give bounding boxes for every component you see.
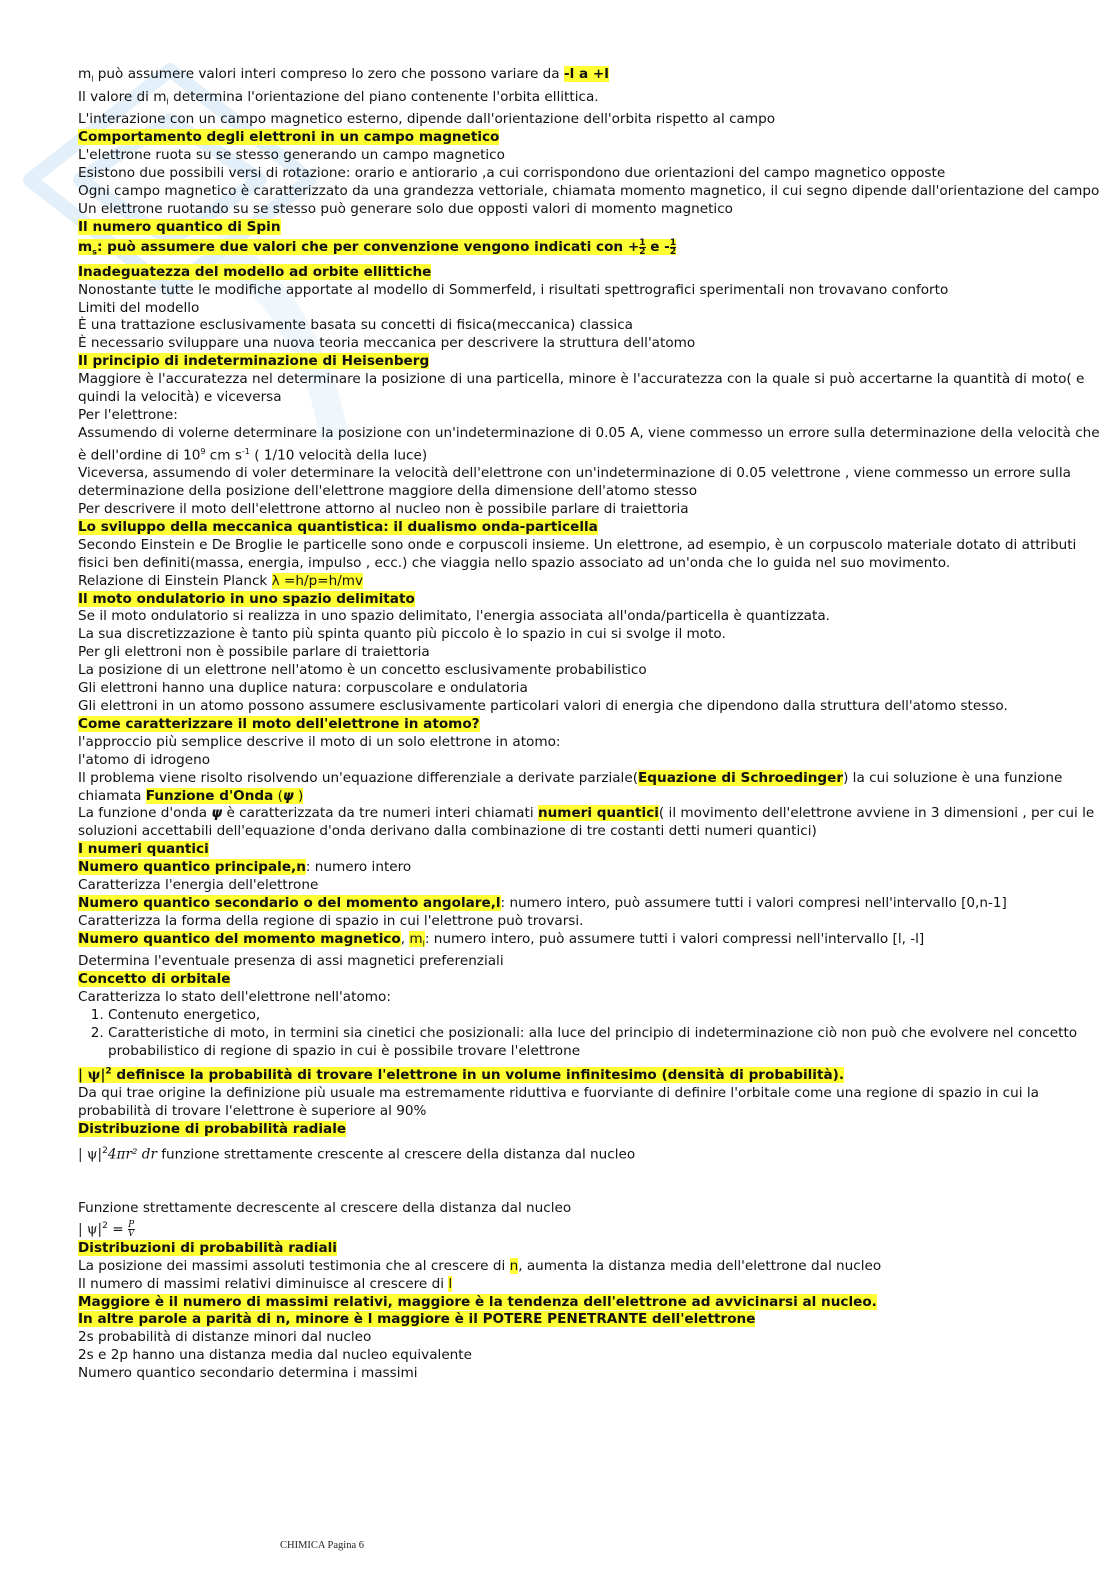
text-line: Per gli elettroni non è possibile parlare di traiettoria xyxy=(78,644,430,661)
text-line: l'atomo di idrogeno xyxy=(78,751,211,768)
formula-line: | $\psi|^24\pi r^2$ dr funzione strettamente crescente al crescere della distanza dal nucleo xyxy=(78,1146,636,1163)
text-line: l'approccio più semplice descrive il moto di un solo elettrone in atomo: xyxy=(78,733,561,750)
fraction-one-half: $\frac{1}{2}$ xyxy=(639,237,646,257)
text-line: Viceversa, assumendo di voler determinare la velocità dell'elettrone con un'indeterminazione di 0.05 velettrone , viene commesso un errore sulla determinazione della posizione dell'elettrone maggiore della dimensione dell'atomo stesso xyxy=(78,465,1071,500)
section-heading: Distribuzioni di probabilità radiali xyxy=(78,1239,337,1256)
text-line: L'interazione con un campo magnetico esterno, dipende dall'orientazione dell'orbita rispetto al campo xyxy=(78,111,776,128)
fraction-p-over-v: $\frac{P}{V}$ xyxy=(127,1220,135,1240)
fraction-one-half: $\frac{1}{2}$ xyxy=(669,237,677,257)
text-line: $m_l$ può assumere valori interi compreso lo zero che possono variare da -l a +l xyxy=(78,66,609,84)
list-item: 1. Contenuto energetico, xyxy=(108,1007,1103,1025)
section-heading: Maggiore è il numero di massimi relativi, maggiore è la tendenza dell'elettrone ad avvicinarsi al nucleo. xyxy=(78,1293,877,1310)
section-heading: Comportamento degli elettroni in un campo magnetico xyxy=(78,129,500,146)
text-line: 2s e 2p hanno una distanza media dal nucleo equivalente xyxy=(78,1347,472,1364)
text-line: La posizione dei massimi assoluti testimonia che al crescere di n, aumenta la distanza media dell'elettrone dal nucleo xyxy=(78,1257,882,1274)
section-heading: In altre parole a parità di n, minore è l maggiore è il POTERE PENETRANTE dell'elettrone xyxy=(78,1311,756,1328)
text-line: Ogni campo magnetico è caratterizzato da una grandezza vettoriale, chiamata momento magnetico, il cui segno dipende dall'orientazione del campo xyxy=(78,182,1100,199)
text-line: Numero quantico secondario o del momento angolare,l: numero intero, può assumere tutti i valori compresi nell'intervallo [0,n-1] xyxy=(78,894,1007,911)
text-line: Maggiore è l'accuratezza nel determinare la posizione di una particella, minore è l'accuratezza con la quale si può accertarne la quantità di moto( e quindi la velocità) e viceversa xyxy=(78,371,1085,406)
text-line: Da qui trae origine la definizione più usuale ma estremamente riduttiva e fuorviante di definire l'orbitale come una regione di spazio in cui la probabilità di trovare l'elettrone è superiore al 90% xyxy=(78,1085,1039,1120)
text-line: La posizione di un elettrone nell'atomo è un concetto esclusivamente probabilistico xyxy=(78,662,647,679)
text-line: La funzione d'onda ψ è caratterizzata da tre numeri interi chiamati numeri quantici( il movimento dell'elettrone avviene in 3 dimensioni , per cui le soluzioni accettabili dell'equazione d'onda derivano dalla combinazione di tre costanti detti numeri quantici) xyxy=(78,805,1095,840)
text-line: Secondo Einstein e De Broglie le particelle sono onde e corpuscoli insieme. Un elettrone, ad esempio, è un corpuscolo materiale dotato di attributi fisici ben definiti(massa, energia, impulso , ecc.) che viaggia nello spazio associato ad un'onda che lo guida nel suo movimento. xyxy=(78,536,1077,571)
text-line: Il numero di massimi relativi diminuisce al crescere di l xyxy=(78,1275,453,1292)
text-line: Numero quantico secondario determina i massimi xyxy=(78,1365,418,1382)
text-line: Numero quantico del momento magnetico, $m_l$: numero intero, può assumere tutti i valori compressi nell'intervallo [l, -l] xyxy=(78,930,925,949)
blank-space xyxy=(78,1164,1103,1200)
section-heading: Il numero quantico di Spin xyxy=(78,218,281,235)
text-line: Esistono due possibili versi di rotazione: orario e antiorario ,a cui corrispondono due orientazioni del campo magnetico opposte xyxy=(78,164,946,181)
text-line: La sua discretizzazione è tanto più spinta quanto più piccolo è lo spazio in cui si svolge il moto. xyxy=(78,626,726,643)
section-heading: Come caratterizzare il moto dell'elettrone in atomo? xyxy=(78,715,480,732)
spin-values-line: $m_s$: può assumere due valori che per convenzione vengono indicati con + $\frac{1}{2}$ e - $\frac{1}{2}$ xyxy=(78,237,677,257)
text-line: Se il moto ondulatorio si realizza in uno spazio delimitato, l'energia associata all'onda/particella è quantizzata. xyxy=(78,608,830,625)
text-line: Funzione strettamente decrescente al crescere della distanza dal nucleo xyxy=(78,1200,572,1217)
text-line: Caratterizza l'energia dell'elettrone xyxy=(78,877,319,894)
text-line: Caratterizza lo stato dell'elettrone nell'atomo: xyxy=(78,989,391,1006)
formula-line: | $\psi|^2$ = $\frac{P}{V}$ xyxy=(78,1220,135,1240)
text-line: Determina l'eventuale presenza di assi magnetici preferenziali xyxy=(78,953,504,970)
section-heading: Il principio di indeterminazione di Heisenberg xyxy=(78,353,430,370)
text-line: È necessario sviluppare una nuova teoria meccanica per descrivere la struttura dell'atomo xyxy=(78,335,696,352)
document-body xyxy=(78,66,1103,1383)
numbered-list xyxy=(78,1007,1103,1061)
section-heading: I numeri quantici xyxy=(78,841,209,858)
text-line: È una trattazione esclusivamente basata su concetti di fisica(meccanica) classica xyxy=(78,317,634,334)
text-line: | $\psi|^2$ definisce la probabilità di trovare l'elettrone in un volume infinitesimo (densità di probabilità). xyxy=(78,1066,845,1084)
text-line: Numero quantico principale,n: numero intero xyxy=(78,859,412,876)
text-line: Un elettrone ruotando su se stesso può generare solo due opposti valori di momento magnetico xyxy=(78,200,733,217)
section-heading: Lo sviluppo della meccanica quantistica: il dualismo onda-particella xyxy=(78,518,598,535)
text-line: Caratterizza la forma della regione di spazio in cui l'elettrone può trovarsi. xyxy=(78,912,584,929)
text-line: Limiti del modello xyxy=(78,299,200,316)
text-line: Gli elettroni hanno una duplice natura: corpuscolare e ondulatoria xyxy=(78,680,528,697)
section-heading: Inadeguatezza del modello ad orbite ellittiche xyxy=(78,263,432,280)
text-line: Per l'elettrone: xyxy=(78,406,178,423)
text-line: Assumendo di volerne determinare la posizione con un'indeterminazione di 0.05 A, viene commesso un errore sulla determinazione della velocità che è dell'ordine di $10^9$ cm $s^{-1}$ ( 1/10 velocità della luce) xyxy=(78,424,1100,464)
section-heading: Distribuzione di probabilità radiale xyxy=(78,1121,347,1138)
section-heading: Il moto ondulatorio in uno spazio delimitato xyxy=(78,590,415,607)
text-line: Il valore di $m_l$ determina l'orientazione del piano contenente l'orbita ellittica. xyxy=(78,88,599,107)
page-footer: CHIMICA Pagina 6 xyxy=(280,1540,364,1551)
list-item: 2. Caratteristiche di moto, in termini sia cinetici che posizionali: alla luce del principio di indeterminazione ciò non può che evolvere nel concetto probabilistico di regione di spazio in cui è possibile trovare l'elettrone xyxy=(108,1025,1103,1061)
text-line: Nonostante tutte le modifiche apportate al modello di Sommerfeld, i risultati spettrografici sperimentali non trovavano conforto xyxy=(78,281,949,298)
text-line: Gli elettroni in un atomo possono assumere esclusivamente particolari valori di energia che dipendono dalla struttura dell'atomo stesso. xyxy=(78,698,1008,714)
text-line: Il problema viene risolto risolvendo un'equazione differenziale a derivate parziale(Equazione di Schroedinger) la cui soluzione è una funzione chiamata Funzione d'Onda (ψ ) xyxy=(78,769,1063,804)
text-line: Per descrivere il moto dell'elettrone attorno al nucleo non è possibile parlare di traiettoria xyxy=(78,501,689,518)
text-line: Relazione di Einstein Planck λ =h/p=h/mv xyxy=(78,572,364,589)
text-line: L'elettrone ruota su se stesso generando un campo magnetico xyxy=(78,147,505,164)
section-heading: Concetto di orbitale xyxy=(78,971,231,988)
text-line: 2s probabilità di distanze minori dal nucleo xyxy=(78,1329,372,1346)
